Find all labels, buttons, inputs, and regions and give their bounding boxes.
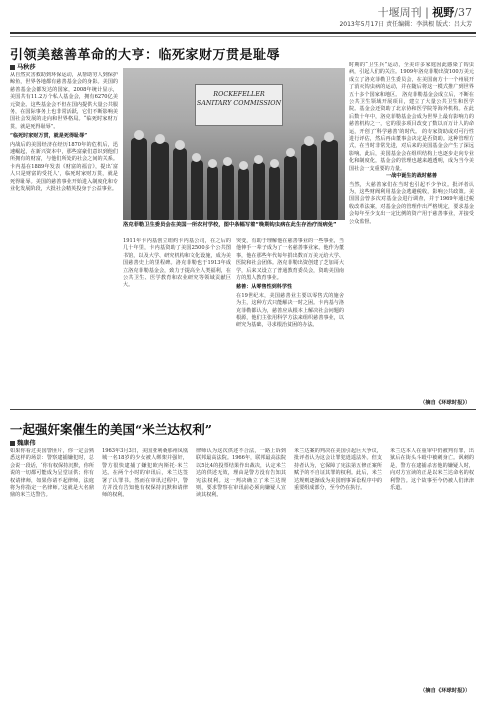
article1-col4b-text: 洛克菲勒基金会成立后，不断在公共卫生领域开展项目，建立了大量公共卫生和医学院。基金会还资助了北京协和医学院等海外机构。在此后数十年中，洛克菲勒基金会成为世界上最有影响力的慈善机构之一，它的很多项目改变了数以百万计人的命运，开创了‘科学慈善’的时代。 bbox=[349, 91, 474, 135]
article2-col3-text: 律师认为这次供述不合法，一路上诉到联邦最高法院。1966年，联邦最高法院以5比4的投票结果作出裁决，认定米兰达的供述无效，理由是警方没有告知其宪法权利。这一判决确立了米兰达规则，要求警察在审讯前必须向嫌疑人宣读其权利。 bbox=[196, 448, 286, 499]
article2-signoff: （摘自《环球时报》） bbox=[420, 688, 471, 694]
photo-figure-head bbox=[175, 140, 185, 150]
photo-figure bbox=[284, 156, 297, 220]
photo-figure-head bbox=[324, 132, 334, 142]
article2-col1 bbox=[10, 448, 94, 688]
paper-name: 十堰周刊 bbox=[377, 6, 422, 19]
photo-figure-head bbox=[254, 155, 263, 164]
photo-banner-text: ROCKEFELLER SANITARY COMMISSION bbox=[196, 90, 282, 107]
photo-figure bbox=[131, 138, 147, 220]
article1-signoff: （摘自《环球时报》） bbox=[420, 400, 471, 406]
article2-col1-text: 如果你看过美国警匪片，你一定会熟悉这样的场景：警察逮捕嫌犯时，总会说一段话，‘你有权保持沉默，你所说的一切都可能成为呈堂证供；你有权请律师，如果你请不起律师，法庭将为你指定一名律师。’这就是大名鼎鼎的米兰达警告。 bbox=[10, 448, 94, 499]
photo-figure-head bbox=[192, 153, 201, 162]
article1-col1b-text: 内战后的美国经济在经历1870年的危机后，迅速崛起，在新兴资本中，那些富豪们意识到他们所拥有的财富，与他们所处的社会之间的关系。卡内基在1889年发表《财富的福音》，提出‘富人只是财富的受托人’，临死时家财万贯，就是死得耻辱。美国的慈善事业开始进入制度化和专业化发展阶段，大批社会精英投身于公益事业。 bbox=[10, 141, 118, 193]
photo-figure-head bbox=[286, 148, 295, 157]
photo-figure bbox=[173, 148, 187, 220]
photo-figure-head bbox=[155, 134, 165, 144]
photo-figure-head bbox=[223, 157, 232, 166]
photo-figure bbox=[222, 164, 234, 220]
article1-subhead-3: 一战中诞生的战时慈善 bbox=[386, 173, 437, 180]
photo-figure bbox=[191, 160, 203, 220]
article1-subhead-1: “临死时家财万贯，就是死得耻辱” bbox=[10, 133, 88, 140]
article2-title: 一起强奸案催生的美国“米兰达权利” bbox=[10, 422, 212, 437]
article2-col3 bbox=[196, 448, 286, 688]
article2-col4 bbox=[294, 448, 382, 688]
article1-subhead-2: 慈善：从零售性到科学性 bbox=[236, 284, 293, 291]
page-header bbox=[0, 0, 486, 32]
photo-figure bbox=[269, 166, 280, 220]
photo-figure bbox=[151, 142, 169, 220]
article1-col4 bbox=[349, 62, 474, 402]
historic-photo bbox=[123, 68, 345, 220]
header-rule-thin bbox=[10, 36, 476, 37]
article2-col5-text: 米兰达本人在重审中仍被判有罪，出狱后在街头斗殴中被刺身亡。讽刺的是，警方在逮捕杀害他的嫌疑人时，向对方宣读的正是以米兰达命名的权利警告。这个故事至今仍被人们津津乐道。 bbox=[390, 448, 474, 492]
article1-col1-text: 从自然灾害救助到环保运动，从帮助穷人到保护鲸鱼，世界各地都有慈善基金会的身影。美国的慈善基金会都发达的国家，2008年统计显示，美国共有11.2万个私人基金会，拥有6270亿美元资金。这些基金会不但在国内提供大量公共服务，在国际事务上也非常活跃，它们不断影响美国社会发展的走向和世界格局。“临死时家财万贯，就是死得耻辱”。 bbox=[10, 72, 118, 130]
article2-col2-text: 1963年3月3日，美国亚利桑那州凤凰城一名18岁的少女被人绑架并强奸，警方很快逮捕了嫌犯欧内斯托·米兰达。在两个小时的审讯后，米兰达签署了认罪书。然而在审讯过程中，警方并没有告知他有权保持沉默和请律师的权利。 bbox=[102, 448, 188, 499]
photo-figure-head bbox=[239, 161, 248, 170]
section-name: 视野 bbox=[432, 6, 455, 19]
article1-col2 bbox=[123, 238, 231, 402]
article1-col5b-text: 当然，大慈善家们在当时也引起不少争议。批评者认为，这些财阀利用基金会逃避税收，影响公共政策。美国国会曾多次对基金会进行调查，并于1969年通过税收改革法案，对基金会的管理作出严格规定，要求基金会每年至少支出一定比例的资产用于慈善事业，并接受公众监督。 bbox=[349, 181, 474, 225]
article2-author: 魏康伟 bbox=[10, 438, 36, 447]
article1-col5-text: 的专家资助或对可行性进行评估，然后再由董事会决定是否资助。这种管理方式，在当时非常先进，对后来的美国基金会产生了深远影响。此后，美国基金会在组织结构上也逐步走向专业化和制度化，基金会的管理也越来越透明，成为当今美国社会一支重要的力量。 bbox=[349, 128, 474, 172]
photo-figure-head bbox=[270, 159, 279, 168]
masthead: 十堰周刊 | 视野/37 bbox=[377, 6, 472, 19]
article1-col4-text: 时期的“卫生兵”运动，全美许多家庭因此感染了钩虫病，引起人们的关注。1909年洛克菲勒出资100万美元成立了洛克菲勒卫生委员会，在美国南方十一个州展开了消灭钩虫病的运动，并在随后将这一模式推广到世界五十多个国家和地区。 bbox=[349, 62, 474, 98]
article-divider bbox=[10, 409, 476, 410]
issue-meta: 2013年5月17日 责任编辑：李洪根 版式：吕大芳 bbox=[339, 21, 472, 28]
photo-banner bbox=[195, 84, 283, 126]
article2-col5 bbox=[390, 448, 474, 684]
photo-figure bbox=[301, 144, 317, 220]
article1-col3b-text: 在19世纪末，美国慈善业主要以零售式的施舍为主，这种方式只能解决一时之困。卡内基与洛克菲勒都认为，慈善应从根本上解决社会问题的根源，他们主张用科学方法来组织慈善事业，以研究为基础，寻求根治贫困的办法。 bbox=[236, 292, 344, 329]
article1-author: 马秋莎 bbox=[10, 62, 36, 71]
photo-figure bbox=[253, 162, 265, 220]
photo-figure bbox=[207, 166, 218, 220]
photo-caption: 洛克菲勒卫生委员会在美国一所农村学校，图中条幅写着“晚期钩虫病在此生存治疗而病免” bbox=[123, 222, 337, 228]
article2-col4-text: 米兰达案的判决在美国引起巨大争议，批评者认为这会让罪犯逍遥法外。但支持者认为，它保障了宪法第五修正案所赋予的不自证其罪的权利。此后，米兰达规则逐渐成为美国刑事诉讼程序中的重要组成部分，至今仍在执行。 bbox=[294, 448, 382, 492]
page-number: /37 bbox=[454, 6, 472, 19]
photo-figure bbox=[321, 140, 338, 220]
article2-col2 bbox=[102, 448, 188, 688]
article1-col1 bbox=[10, 72, 118, 402]
photo-figure bbox=[238, 168, 249, 220]
photo-figure-head bbox=[134, 130, 144, 140]
article1-col3 bbox=[236, 238, 344, 402]
photo-figure-head bbox=[208, 159, 217, 168]
article1-col3-text: 突变，有助于理解他在慈善事业的一些事业，当他伸手一辈子成为了一名慈善事业家。他作为董事，他在那些年代每年捐出数百万美元给大学、医院和社会团体。洛克菲勒出资创建了芝加哥大学，后来又设立了普通教育委员会，资助美国南方的黑人教育事业。 bbox=[236, 238, 344, 282]
article1-title: 引领美慈善革命的大亨：临死家财万贯是耻辱 bbox=[10, 48, 281, 63]
photo-figure-head bbox=[304, 136, 314, 146]
header-rule bbox=[10, 32, 476, 34]
article1-col2-text: 1911年卡内基创立纽约卡内基公司，在之后的几十年里，卡内基资助了美国2500多个公共图书馆，以及大学、研究机构和文化设施，成为美国慈善史上的里程碑。洛克菲勒也于1913年成立洛克菲勒基金会，致力于提高全人类福利，在公共卫生、医学教育和农业研究等领域贡献巨大。 bbox=[123, 238, 231, 289]
